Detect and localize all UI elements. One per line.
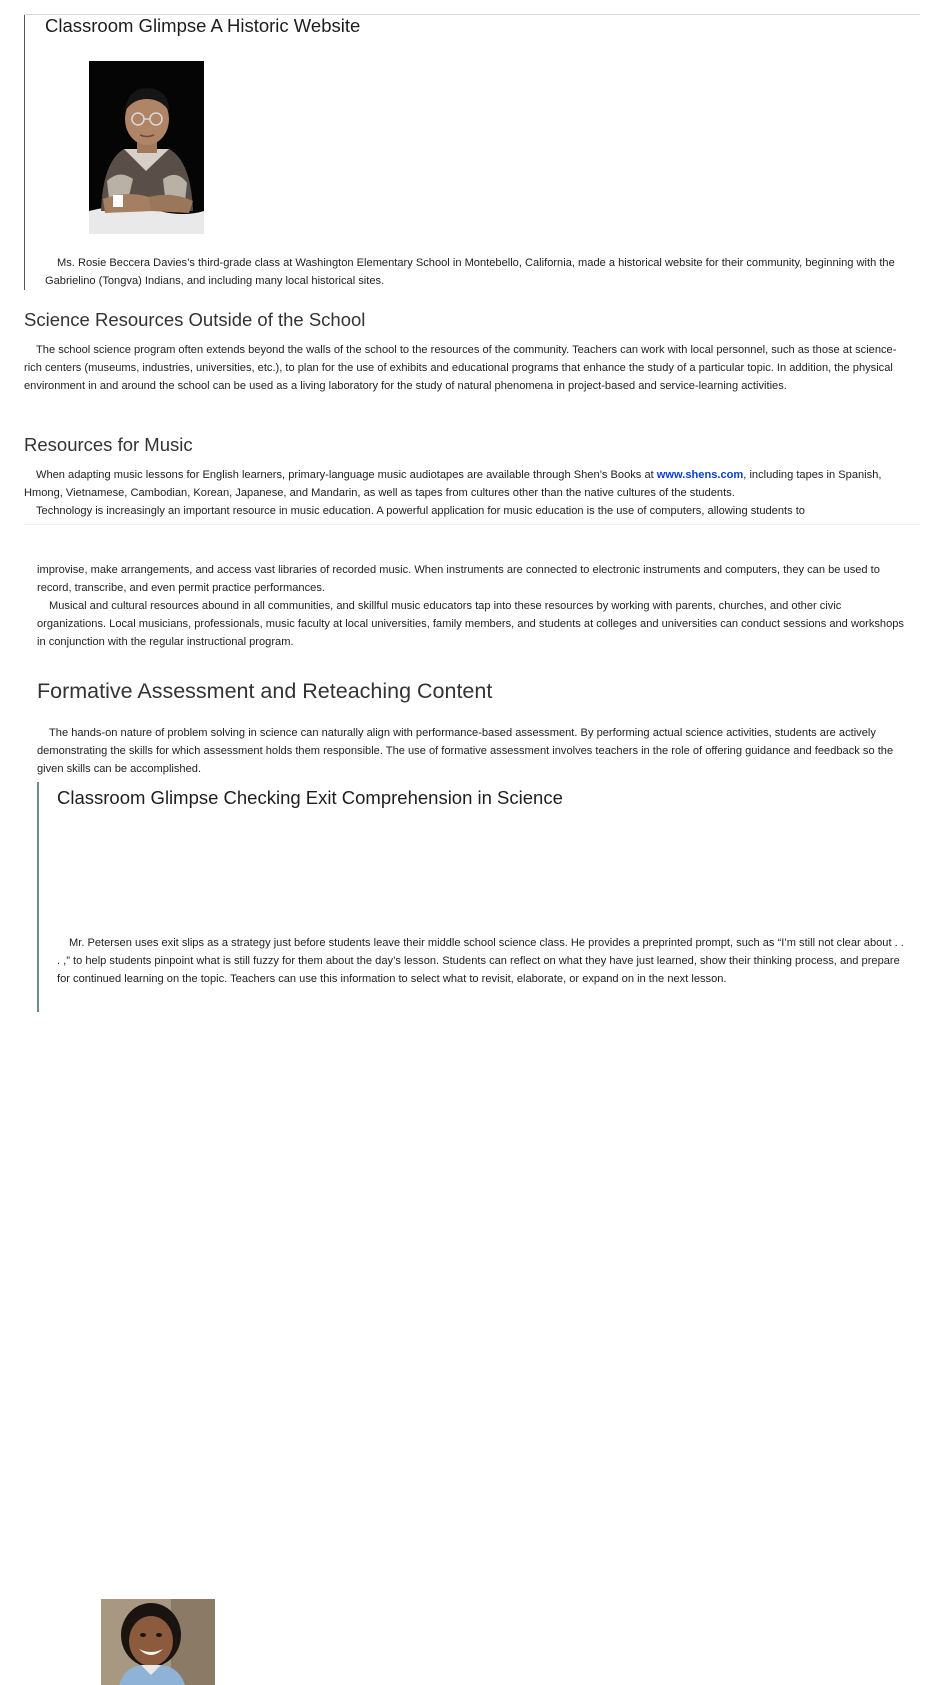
- glimpse-caption: Ms. Rosie Beccera Davies’s third-grade class at Washington Elementary School in Montebello, California, made a historical website for their community, beginning with the Gabrielino (Tongva) Indians, and including many local historical sites.: [45, 257, 895, 288]
- page-break-line: [24, 524, 920, 525]
- science-resources-paragraph: The school science program often extends beyond the walls of the school to the resources of the community. Teachers can work with local personnel, such as those at science-rich centers (museums, industries, universities, etc.), to plan for the use of exhibits and educational programs that enhance the study of a particular topic. In addition, the physical environment in and around the school can be used as a living laboratory for the study of natural phenomena in project-based and service-learning activities.: [24, 344, 897, 393]
- section-heading-formative-assessment: Formative Assessment and Reteaching Content: [37, 679, 493, 703]
- section-heading-science-resources: Science Resources Outside of the School: [24, 309, 366, 330]
- music-paragraph-2-start: Technology is increasingly an important resource in music education. A powerful application for music education is the use of computers, allowing students to: [36, 505, 805, 517]
- music-text-after-link: , including tapes in Spanish, Hmong, Vietnamese, Cambodian, Korean, Japanese, and Mandarin, as well as tapes from cultures other than the native cultures of the students.: [24, 469, 882, 500]
- music-paragraph-3: Musical and cultural resources abound in all communities, and skillful music educators tap into these resources by working with parents, churches, and other civic organizations. Local musicians, professionals, music faculty at local universities, family members, and students at colleges and universities can conduct sessions and workshops in conjunction with the regular instructional program.: [37, 600, 904, 649]
- music-text-before-link: When adapting music lessons for English learners, primary-language music audiotapes are available through Shen’s Books at: [36, 469, 657, 481]
- music-paragraph-1: [24, 466, 910, 502]
- smiling-girl-image: [101, 1599, 215, 1685]
- classroom-glimpse-exit-comprehension: [37, 782, 914, 1012]
- boy-with-glasses-image: [89, 61, 204, 234]
- student-photo: [101, 1599, 215, 1685]
- glimpse-title: Classroom Glimpse A Historic Website: [45, 15, 361, 36]
- student-photo: [89, 61, 204, 234]
- glimpse-title: Classroom Glimpse Checking Exit Comprehension in Science: [57, 787, 563, 808]
- formative-assessment-paragraph: The hands-on nature of problem solving in science can naturally align with performance-based assessment. By performing actual science activities, students are actively demonstrating the skills for which assessment holds them responsible. The use of formative assessment involves teachers in the role of offering guidance and feedback so the given skills can be accomplished.: [37, 727, 894, 776]
- classroom-glimpse-historic-website: [24, 15, 905, 290]
- section-heading-music: Resources for Music: [24, 434, 193, 455]
- shens-link[interactable]: www.shens.com: [656, 469, 744, 481]
- music-paragraph-2-continued: improvise, make arrangements, and access vast libraries of recorded music. When instruments are connected to electronic instruments and computers, they can be used to record, transcribe, and even permit practice performances.: [37, 564, 880, 595]
- glimpse-caption: Mr. Petersen uses exit slips as a strategy just before students leave their middle school science class. He provides a preprinted prompt, such as “I’m still not clear about . . . ,” to help students pinpoint what is still fuzzy for them about the day’s lesson. Students can reflect on what they have just learned, show their thinking process, and prepare for continued learning on the topic. Teachers can use this information to select what to revisit, elaborate, or expand on in the next lesson.: [57, 937, 904, 986]
